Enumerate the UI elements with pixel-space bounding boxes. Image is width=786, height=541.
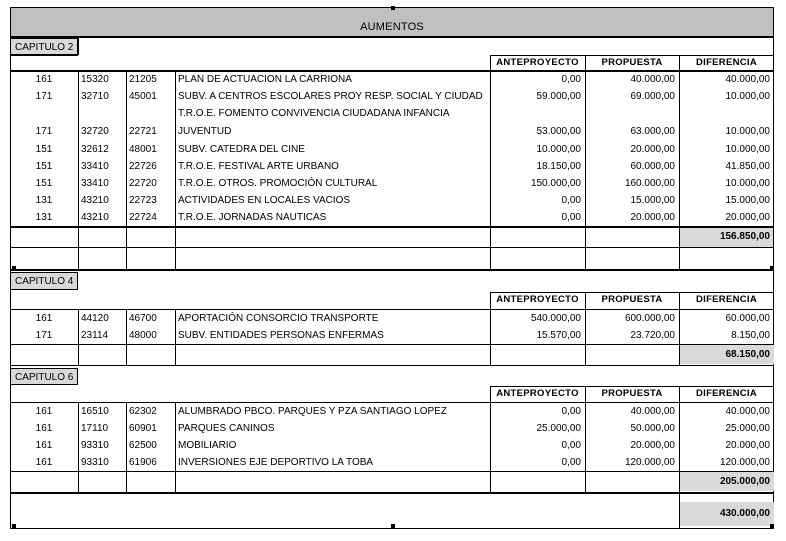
cell-eco[interactable]: 62500: [129, 440, 157, 451]
cell-dif[interactable]: 41.850,00: [725, 161, 770, 172]
grid-line: [585, 292, 586, 310]
cell-dif[interactable]: 8.150,00: [731, 330, 770, 341]
cell-prog[interactable]: 151: [35, 178, 53, 189]
cell-ante[interactable]: 25.000,00: [536, 423, 581, 434]
header-anteproyecto: ANTEPROYECTO: [496, 294, 579, 305]
cell-ante[interactable]: 0,00: [561, 457, 581, 468]
cell-dif[interactable]: 25.000,00: [725, 423, 770, 434]
grid-line: [78, 403, 79, 492]
cell-prog[interactable]: 171: [35, 91, 53, 102]
grid-line: [585, 55, 586, 71]
grid-line: [490, 55, 774, 56]
grid-line: [490, 292, 491, 310]
header-propuesta: PROPUESTA: [601, 388, 663, 399]
cell-org[interactable]: 44120: [81, 313, 109, 324]
header-propuesta: PROPUESTA: [601, 294, 663, 305]
cell-eco[interactable]: 22723: [129, 195, 157, 206]
cell-org[interactable]: 93310: [81, 440, 109, 451]
grand-total: 430.000,00: [679, 502, 774, 526]
cell-ante[interactable]: 0,00: [561, 212, 581, 223]
cell-dif[interactable]: 10.000,00: [725, 126, 770, 137]
cell-ante[interactable]: 540.000,00: [530, 313, 581, 324]
grid-line: [679, 71, 680, 269]
cell-ante[interactable]: 0,00: [561, 406, 581, 417]
cell-prop[interactable]: 40.000,00: [630, 74, 675, 85]
grid-line: [10, 471, 774, 472]
section-label-capitulo2: CAPITULO 2: [10, 38, 78, 55]
header-diferencia: DIFERENCIA: [695, 57, 758, 68]
sheet-title: AUMENTOS: [10, 7, 774, 37]
cell-eco[interactable]: 61906: [129, 457, 157, 468]
cell-eco[interactable]: 22726: [129, 161, 157, 172]
cell-prog[interactable]: 161: [35, 406, 53, 417]
cell-eco[interactable]: 22721: [129, 126, 157, 137]
cell-prog[interactable]: 151: [35, 161, 53, 172]
cell-org[interactable]: 93310: [81, 457, 109, 468]
cell-org[interactable]: 15320: [81, 74, 109, 85]
section-label-capitulo6: CAPITULO 6: [10, 368, 78, 385]
grid-line: [679, 492, 680, 529]
grid-line: [490, 292, 774, 293]
header-diferencia: DIFERENCIA: [695, 294, 758, 305]
grid-line: [10, 37, 774, 38]
spreadsheet: [10, 7, 774, 529]
grid-line: [126, 403, 127, 492]
cell-ante[interactable]: 0,00: [561, 74, 581, 85]
cell-desc[interactable]: PARQUES CANINOS: [178, 423, 275, 434]
cell-prog[interactable]: 161: [35, 440, 53, 451]
section-label-capitulo4: CAPITULO 4: [10, 272, 78, 290]
selection-handle[interactable]: [391, 6, 395, 10]
section-total: 205.000,00: [679, 472, 774, 491]
header-anteproyecto: ANTEPROYECTO: [496, 388, 579, 399]
cell-prog[interactable]: 161: [35, 313, 53, 324]
cell-prog[interactable]: 131: [35, 212, 53, 223]
cell-eco[interactable]: 62302: [129, 406, 157, 417]
cell-prop[interactable]: 63.000,00: [630, 126, 675, 137]
cell-prop[interactable]: 20.000,00: [630, 212, 675, 223]
grid-line: [490, 55, 491, 71]
grid-line: [490, 386, 491, 403]
cell-prop[interactable]: 23.720,00: [630, 330, 675, 341]
cell-org[interactable]: 17110: [81, 423, 109, 434]
cell-desc[interactable]: T.R.O.E. OTROS. PROMOCIÓN CULTURAL: [178, 178, 378, 189]
cell-eco[interactable]: 22724: [129, 212, 157, 223]
grid-line: [585, 310, 586, 365]
cell-desc[interactable]: ALUMBRADO PBCO. PARQUES Y PZA SANTIAGO LOPEZ: [178, 406, 447, 417]
cell-prog[interactable]: 171: [35, 126, 53, 137]
cell-dif[interactable]: 10.000,00: [725, 91, 770, 102]
cell-prog[interactable]: 131: [35, 195, 53, 206]
cell-dif[interactable]: 60.000,00: [725, 313, 770, 324]
grid-line: [10, 71, 774, 72]
grid-line: [679, 403, 680, 492]
grid-line: [10, 269, 774, 271]
section-total: 68.150,00: [679, 345, 774, 364]
cell-eco[interactable]: 48000: [129, 330, 157, 341]
cell-ante[interactable]: 10.000,00: [536, 144, 581, 155]
cell-ante[interactable]: 0,00: [561, 440, 581, 451]
grid-line: [679, 292, 680, 310]
grid-line: [10, 344, 774, 345]
grid-line: [10, 226, 774, 228]
cell-dif[interactable]: 10.000,00: [725, 144, 770, 155]
selection-handle[interactable]: [12, 524, 16, 528]
cell-dif[interactable]: 15.000,00: [725, 195, 770, 206]
grid-line: [175, 310, 176, 365]
cell-desc[interactable]: MOBILIARIO: [178, 440, 237, 451]
cell-ante[interactable]: 0,00: [561, 195, 581, 206]
grid-line: [490, 403, 491, 492]
grid-line: [585, 386, 586, 403]
cell-prop[interactable]: 60.000,00: [630, 161, 675, 172]
cell-org[interactable]: 43210: [81, 195, 109, 206]
cell-prop[interactable]: 69.000,00: [630, 91, 675, 102]
cell-dif[interactable]: 40.000,00: [725, 406, 770, 417]
selection-handle[interactable]: [12, 266, 16, 270]
cell-eco[interactable]: 46700: [129, 313, 157, 324]
cell-ante[interactable]: 53.000,00: [536, 126, 581, 137]
cell-desc[interactable]: T.R.O.E. FOMENTO CONVIVENCIA CIUDADANA INFANCIA: [178, 108, 450, 119]
cell-eco[interactable]: 45001: [129, 91, 157, 102]
cell-eco[interactable]: 60901: [129, 423, 157, 434]
grid-line: [78, 38, 79, 55]
grid-line: [10, 365, 774, 366]
grid-line: [679, 310, 680, 365]
grid-line: [126, 71, 127, 269]
cell-org[interactable]: 32710: [81, 91, 109, 102]
cell-ante[interactable]: 15.570,00: [536, 330, 581, 341]
cell-dif[interactable]: 40.000,00: [725, 74, 770, 85]
cell-prop[interactable]: 20.000,00: [630, 440, 675, 451]
cell-prog[interactable]: 161: [35, 457, 53, 468]
grid-line: [679, 386, 680, 403]
grid-line: [10, 247, 774, 248]
grid-line: [126, 310, 127, 365]
cell-prop[interactable]: 600.000,00: [624, 313, 675, 324]
cell-ante[interactable]: 18.150,00: [536, 161, 581, 172]
cell-org[interactable]: 32720: [81, 126, 109, 137]
cell-desc[interactable]: INVERSIONES EJE DEPORTIVO LA TOBA: [178, 457, 374, 468]
cell-desc[interactable]: T.R.O.E. FESTIVAL ARTE URBANO: [178, 161, 339, 172]
cell-prop[interactable]: 160.000,00: [624, 178, 675, 189]
cell-org[interactable]: 23114: [81, 330, 109, 341]
cell-prog[interactable]: 171: [35, 330, 53, 341]
section-total: 156.850,00: [679, 227, 774, 247]
cell-prog[interactable]: 151: [35, 144, 53, 155]
cell-prop[interactable]: 120.000,00: [624, 457, 675, 468]
cell-eco[interactable]: 21205: [129, 74, 157, 85]
cell-org[interactable]: 16510: [81, 406, 109, 417]
grid-line: [679, 55, 680, 71]
grid-line: [78, 71, 79, 269]
cell-prop[interactable]: 40.000,00: [630, 406, 675, 417]
grid-line: [10, 492, 774, 494]
header-anteproyecto: ANTEPROYECTO: [496, 57, 579, 68]
grid-line: [585, 71, 586, 269]
grid-line: [175, 71, 176, 269]
cell-org[interactable]: 33410: [81, 161, 109, 172]
cell-prog[interactable]: 161: [35, 423, 53, 434]
cell-org[interactable]: 32612: [81, 144, 109, 155]
cell-dif[interactable]: 120.000,00: [719, 457, 770, 468]
cell-prop[interactable]: 50.000,00: [630, 423, 675, 434]
selection-handle[interactable]: [391, 524, 395, 528]
cell-desc[interactable]: T.R.O.E. JORNADAS NAUTICAS: [178, 212, 327, 223]
cell-ante[interactable]: 150.000,00: [530, 178, 581, 189]
grid-line: [490, 310, 491, 365]
cell-desc[interactable]: SUBV. A CENTROS ESCOLARES PROY RESP. SOCIAL Y CIUDAD: [178, 91, 483, 102]
cell-desc[interactable]: PLAN DE ACTUACION LA CARRIONA: [178, 74, 352, 85]
grid-line: [490, 71, 491, 269]
cell-eco[interactable]: 48001: [129, 144, 157, 155]
selection-handle[interactable]: [770, 524, 774, 528]
grid-line: [175, 403, 176, 492]
cell-prog[interactable]: 161: [35, 74, 53, 85]
header-diferencia: DIFERENCIA: [695, 388, 758, 399]
grid-line: [585, 403, 586, 492]
cell-desc[interactable]: SUBV. ENTIDADES PERSONAS ENFERMAS: [178, 330, 384, 341]
selection-handle[interactable]: [770, 266, 774, 270]
cell-eco[interactable]: 22720: [129, 178, 157, 189]
cell-dif[interactable]: 20.000,00: [725, 440, 770, 451]
grid-line: [10, 55, 78, 56]
cell-desc[interactable]: SUBV. CATEDRA DEL CINE: [178, 144, 305, 155]
cell-org[interactable]: 43210: [81, 212, 109, 223]
grid-line: [78, 310, 79, 365]
cell-desc[interactable]: APORTACIÓN CONSORCIO TRANSPORTE: [178, 313, 379, 324]
grid-line: [10, 528, 774, 529]
cell-desc-continued[interactable]: JUVENTUD: [178, 126, 232, 137]
grid-line: [490, 386, 774, 387]
cell-prop[interactable]: 15.000,00: [630, 195, 675, 206]
cell-org[interactable]: 33410: [81, 178, 109, 189]
cell-dif[interactable]: 20.000,00: [725, 212, 770, 223]
header-propuesta: PROPUESTA: [601, 57, 663, 68]
cell-dif[interactable]: 10.000,00: [725, 178, 770, 189]
cell-prop[interactable]: 20.000,00: [630, 144, 675, 155]
cell-desc[interactable]: ACTIVIDADES EN LOCALES VACIOS: [178, 195, 351, 206]
cell-ante[interactable]: 59.000,00: [536, 91, 581, 102]
